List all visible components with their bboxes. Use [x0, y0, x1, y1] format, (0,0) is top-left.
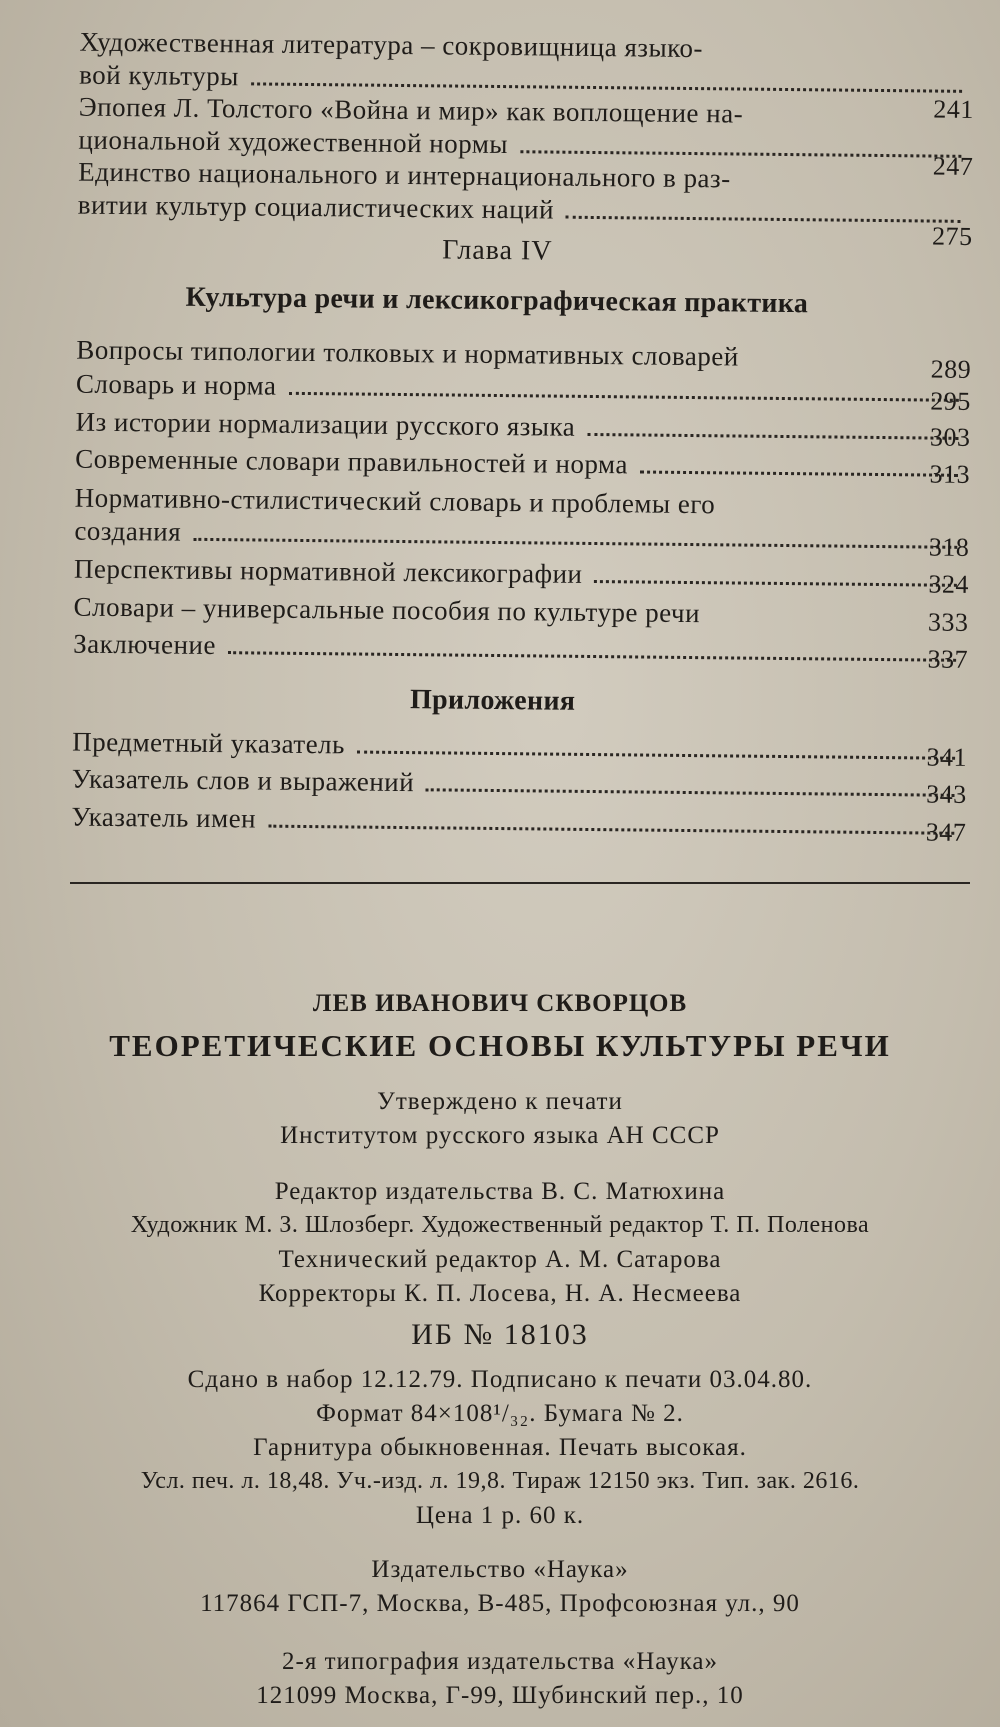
format-line: Формат 84×108¹/₃₂. Бумага № 2. [316, 1400, 684, 1427]
toc-entry-text: Единство национального и интернационального в раз- [78, 156, 731, 194]
toc-entry [71, 763, 967, 809]
toc-page-number: 295 [930, 386, 971, 416]
editor-line: Редактор издательства В. С. Матюхина [274, 1178, 726, 1205]
proofreaders-line: Корректоры К. П. Лосева, Н. А. Несмеева [258, 1280, 742, 1307]
toc-page-number: 289 [930, 354, 972, 384]
appendix-title: Приложения [409, 684, 576, 717]
toc-entry [75, 443, 971, 489]
toc-entry-text: Указатель слов и выражений [71, 763, 415, 798]
toc-entry [73, 553, 970, 599]
toc-entry [72, 726, 968, 772]
dates-line: Сдано в набор 12.12.79. Подписано к печати 03.04.80. [187, 1366, 813, 1393]
tech-editor-line: Технический редактор А. М. Сатарова [278, 1246, 722, 1273]
divider-rule [70, 882, 970, 884]
toc-entry-text: Словарь и норма [75, 368, 277, 401]
toc-page-number: 313 [929, 459, 971, 489]
toc-page-number: 333 [927, 607, 969, 637]
toc-page-number: 241 [933, 94, 975, 124]
printer-address: 121099 Москва, Г-99, Шубинский пер., 10 [256, 1682, 744, 1709]
toc-entry [73, 628, 969, 674]
toc-entry-text: Эпопея Л. Толстого «Война и мир» как воплощение на- [78, 91, 744, 129]
ib-number: ИБ № 18103 [411, 1318, 589, 1351]
toc-entry-text: Современные словари правильностей и норма [75, 443, 629, 480]
printer-name: 2-я типография издательства «Наука» [282, 1648, 718, 1675]
toc-entry-text: создания [74, 515, 182, 547]
toc-page-number: 341 [926, 742, 968, 772]
toc-page-number: 337 [927, 644, 969, 674]
toc-page-number: 275 [931, 221, 973, 251]
publisher-name: Издательство «Наука» [371, 1556, 629, 1583]
toc-entry-text: витии культур социалистических наций [77, 189, 555, 225]
toc-entry-text: циональной художественной нормы [78, 124, 509, 160]
chapter-label: Глава IV [442, 234, 553, 267]
toc-entry-text: Художественная литература – сокровищница языко- [79, 26, 704, 64]
toc-entry-text: Из истории нормализации русского языка [75, 406, 576, 442]
publisher-address: 117864 ГСП-7, Москва, В-485, Профсоюзная ул., 90 [200, 1590, 800, 1617]
toc-entry-text: Заключение [73, 628, 217, 661]
book-title: ТЕОРЕТИЧЕСКИЕ ОСНОВЫ КУЛЬТУРЫ РЕЧИ [109, 1028, 891, 1063]
typeface-line: Гарнитура обыкновенная. Печать высокая. [253, 1434, 747, 1461]
toc-page-number: 318 [928, 532, 970, 562]
toc-page-number: 247 [932, 151, 974, 181]
toc-entry-text: Предметный указатель [72, 726, 346, 760]
toc-entry-text: Словари – универсальные пособия по культуре речи [73, 591, 701, 629]
price-line: Цена 1 р. 60 к. [415, 1502, 585, 1529]
toc-entry [75, 406, 971, 452]
toc-page-number: 343 [926, 779, 967, 809]
toc-entry-text: вой культуры [79, 59, 240, 92]
toc-entry [73, 591, 969, 637]
toc-entry-text: Перспективы нормативной лексикографии [73, 553, 583, 589]
toc-page-number: 347 [925, 817, 967, 847]
toc-entry-text: Вопросы типологии толковых и нормативных словарей [76, 334, 739, 372]
toc-page-number: 324 [928, 569, 970, 599]
chapter-title: Культура речи и лексикографическая практика [185, 281, 809, 320]
artists-line: Художник М. З. Шлозберг. Художественный редактор Т. П. Поленова [130, 1212, 870, 1238]
toc-entry-text: Нормативно-стилистический словарь и проблемы его [74, 482, 716, 520]
author-name: ЛЕВ ИВАНОВИЧ СКВОРЦОВ [312, 990, 688, 1017]
toc-entry [74, 482, 970, 562]
toc-entry-text: Указатель имен [71, 801, 257, 834]
print-run-line: Усл. печ. л. 18,48. Уч.-изд. л. 19,8. Тираж 12150 экз. Тип. зак. 2616. [140, 1468, 860, 1494]
approval-institute: Институтом русского языка АН СССР [280, 1122, 720, 1149]
toc-page-number: 303 [929, 422, 971, 452]
approval-line: Утверждено к печати [377, 1088, 623, 1115]
toc-entry [71, 801, 967, 847]
